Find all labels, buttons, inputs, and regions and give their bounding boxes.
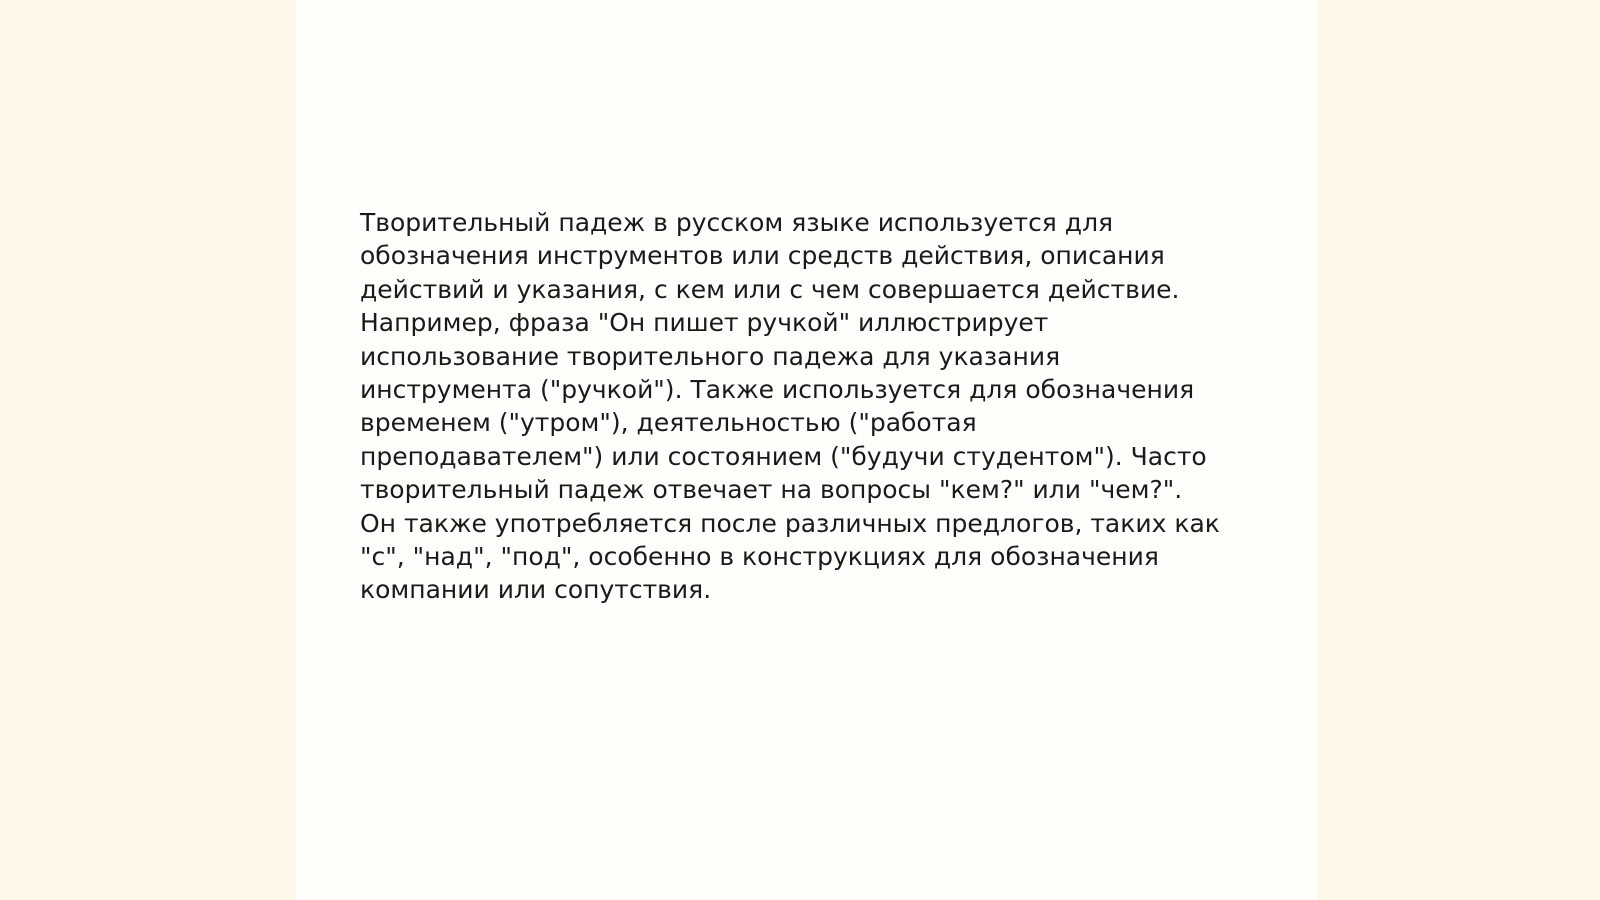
paragraph-line: временем ("утром"), деятельностью ("работая	[360, 408, 977, 438]
paragraph-line: творительный падеж отвечает на вопросы "кем?" или "чем?".	[360, 475, 1183, 505]
paragraph-line: инструмента ("ручкой"). Также используется для обозначения	[360, 375, 1195, 405]
body-paragraph	[360, 206, 1250, 607]
paragraph-line: преподавателем") или состоянием ("будучи студентом"). Часто	[360, 441, 1207, 471]
paragraph-line: использование творительного падежа для указания	[360, 341, 1061, 371]
paragraph-line: обозначения инструментов или средств действия, описания	[360, 241, 1165, 271]
paragraph-line: Он также употребляется после различных предлогов, таких как	[360, 508, 1220, 538]
paragraph-line: Творительный падеж в русском языке используется для	[360, 208, 1114, 237]
paragraph-line: "с", "над", "под", особенно в конструкциях для обозначения	[360, 542, 1159, 572]
paragraph-line: Например, фраза "Он пишет ручкой" иллюстрирует	[360, 308, 1049, 338]
paragraph-line: компании или сопутствия.	[360, 575, 712, 605]
paragraph-line: действий и указания, с кем или с чем совершается действие.	[360, 274, 1180, 304]
